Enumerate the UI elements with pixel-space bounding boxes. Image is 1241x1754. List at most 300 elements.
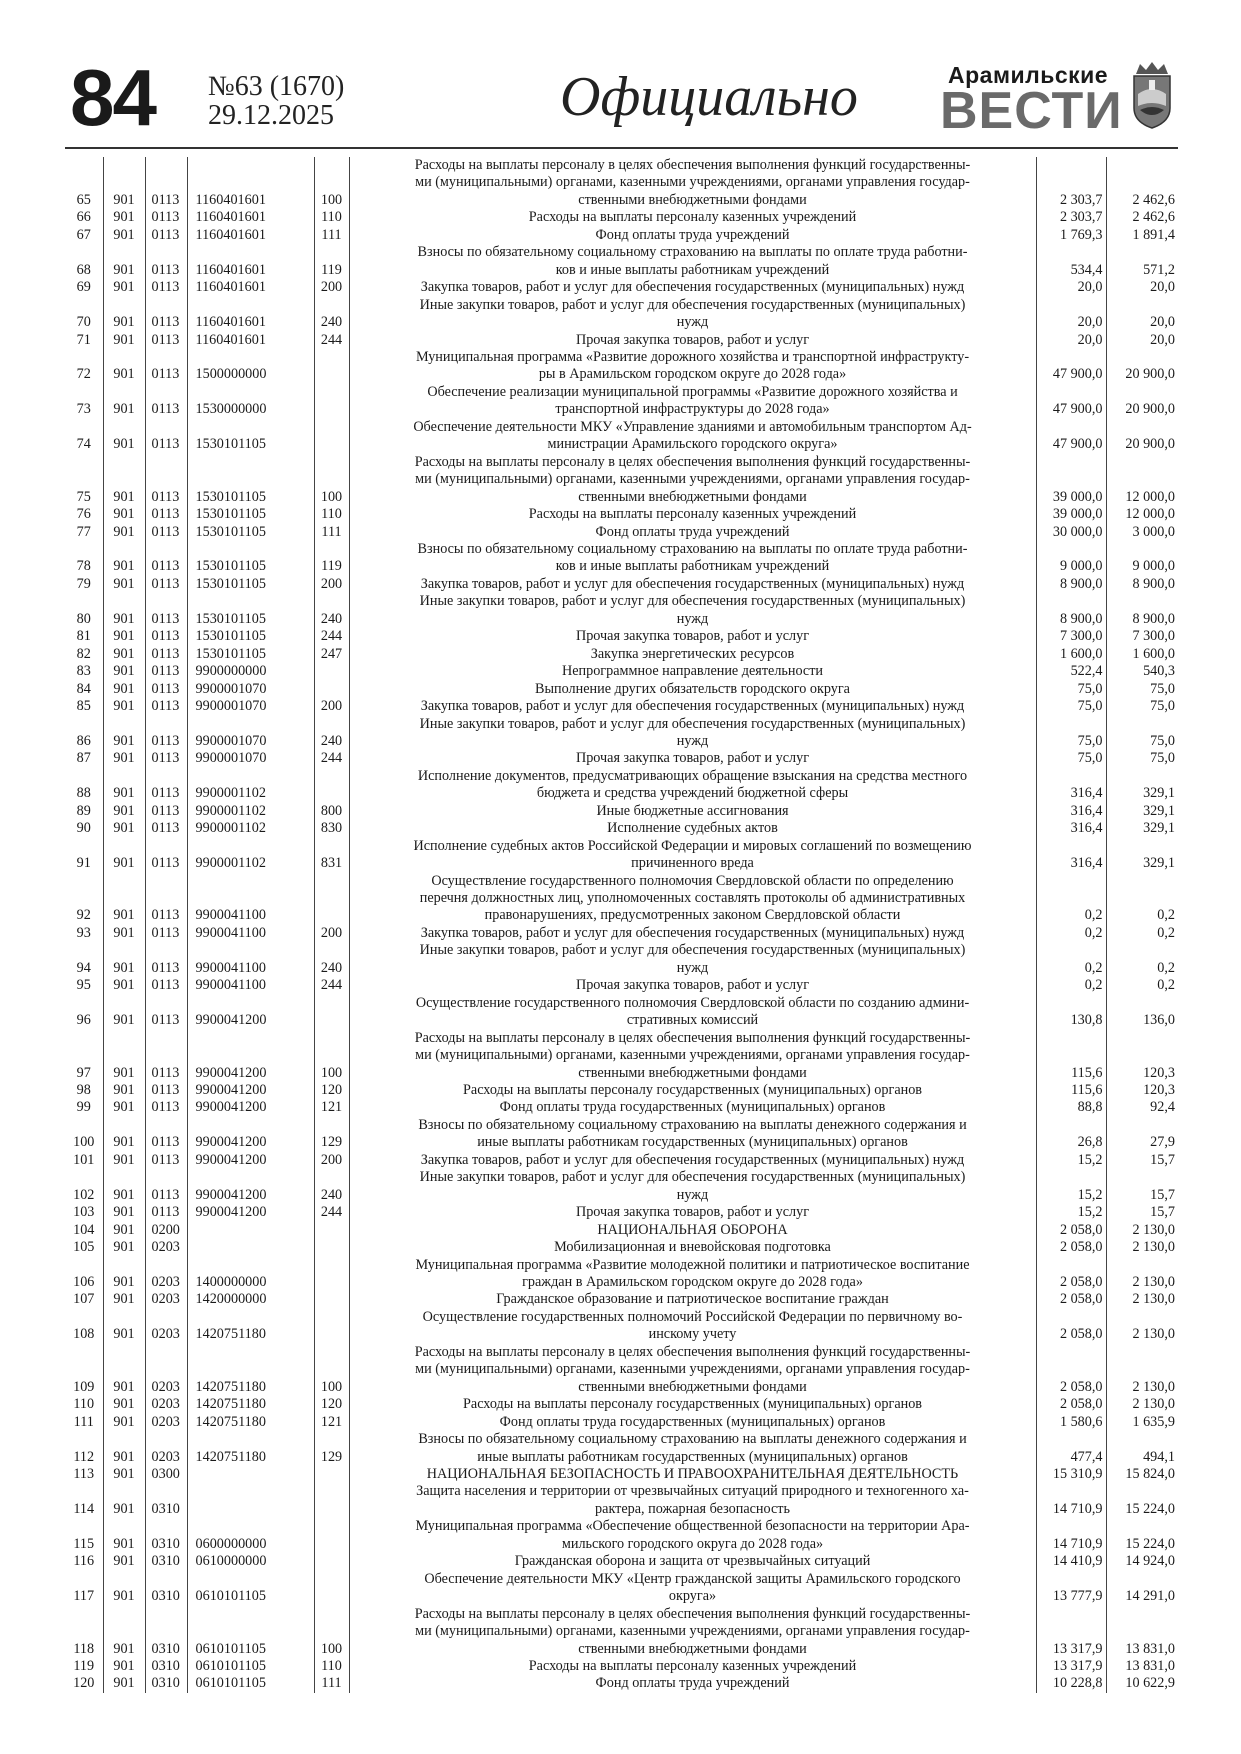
page-number: 84 [70,53,155,142]
description: иные выплаты работникам государственных (муниципальных) органов [349,1134,1036,1151]
amount-year-1 [1036,890,1106,907]
description: Непрограммное направление деятельности [349,663,1036,680]
grbs-code: 901 [103,1065,145,1082]
section-code: 0310 [145,1553,187,1570]
description: Муниципальная программа «Развитие молодежной политики и патриотическое воспитание [349,1257,1036,1274]
amount-year-2: 20 900,0 [1106,436,1178,453]
amount-year-1: 75,0 [1036,733,1106,750]
grbs-code: 901 [103,1222,145,1239]
amount-year-2: 20,0 [1106,314,1178,331]
grbs-code: 901 [103,663,145,680]
section-code: 0113 [145,907,187,924]
target-article-code [187,454,314,471]
amount-year-1: 316,4 [1036,820,1106,837]
target-article-code: 1530101105 [187,576,314,593]
amount-year-1: 477,4 [1036,1449,1106,1466]
section-code [145,174,187,191]
target-article-code [187,995,314,1012]
description: Осуществление государственного полномочия Свердловской области по определению [349,873,1036,890]
grbs-code: 901 [103,227,145,244]
grbs-code: 901 [103,1501,145,1518]
amount-year-1 [1036,384,1106,401]
section-code [145,1169,187,1186]
table-row [65,209,1178,226]
logo-top-text: Арамильские [948,62,1109,88]
amount-year-1: 2 058,0 [1036,1326,1106,1343]
target-article-code [187,297,314,314]
target-article-code: 9900000000 [187,663,314,680]
description: перечня должностных лиц, уполномоченных составлять протоколы об административных [349,890,1036,907]
amount-year-1: 8 900,0 [1036,611,1106,628]
section-code: 0113 [145,1134,187,1151]
description: ми (муниципальными) органами, казенными учреждениями, органами управления государ- [349,1047,1036,1064]
grbs-code: 901 [103,1466,145,1483]
row-number [65,1344,103,1361]
amount-year-1: 20,0 [1036,279,1106,296]
row-number [65,1483,103,1500]
grbs-code: 901 [103,785,145,802]
grbs-code: 901 [103,628,145,645]
amount-year-1: 14 710,9 [1036,1501,1106,1518]
expense-type-code: 247 [314,646,349,663]
amount-year-1 [1036,1344,1106,1361]
row-number: 95 [76,977,91,994]
amount-year-2: 15,7 [1106,1152,1178,1169]
amount-year-2: 540,3 [1106,663,1178,680]
target-article-code: 9900041200 [187,1204,314,1221]
description: Расходы на выплаты персоналу в целях обеспечения выполнения функций государственны- [349,454,1036,471]
amount-year-1: 522,4 [1036,663,1106,680]
expense-type-code [314,1012,349,1029]
description: Исполнение судебных актов [349,820,1036,837]
amount-year-2 [1106,1623,1178,1640]
section-code: 0113 [145,820,187,837]
description: транспортной инфраструктуры до 2028 года» [349,401,1036,418]
section-code [145,995,187,1012]
expense-type-code: 200 [314,279,349,296]
section-code: 0300 [145,1466,187,1483]
expense-type-code [314,907,349,924]
row-number: 72 [76,366,91,383]
amount-year-2: 0,2 [1106,977,1178,994]
row-number: 102 [73,1186,95,1203]
expense-type-code [314,1047,349,1064]
table-row [65,1082,1178,1099]
expense-type-code: 100 [314,1379,349,1396]
description: рактера, пожарная безопасность [349,1501,1036,1518]
amount-year-2: 13 831,0 [1106,1658,1178,1675]
row-number: 87 [76,750,91,767]
amount-year-2 [1106,1309,1178,1326]
amount-year-2: 15,7 [1106,1187,1178,1204]
row-number: 105 [73,1239,95,1256]
grbs-code: 901 [103,209,145,226]
expense-type-code: 240 [314,611,349,628]
description: Мобилизационная и вневойсковая подготовка [349,1239,1036,1256]
amount-year-2: 494,1 [1106,1449,1178,1466]
description: Закупка товаров, работ и услуг для обеспечения государственных (муниципальных) нужд [349,925,1036,942]
description: Закупка товаров, работ и услуг для обеспечения государственных (муниципальных) нужд [349,279,1036,296]
section-code [145,1117,187,1134]
target-article-code [187,1623,314,1640]
amount-year-2: 27,9 [1106,1134,1178,1151]
description: Осуществление государственных полномочий Российской Федерации по первичному во- [349,1309,1036,1326]
amount-year-2: 10 622,9 [1106,1675,1178,1692]
description: Защита населения и территории от чрезвычайных ситуаций природного и техногенного ха- [349,1483,1036,1500]
grbs-code [103,1571,145,1588]
amount-year-2: 329,1 [1106,803,1178,820]
expense-type-code [314,1326,349,1343]
amount-year-1 [1036,873,1106,890]
amount-year-1: 0,2 [1036,960,1106,977]
amount-year-1 [1036,454,1106,471]
grbs-code [103,244,145,261]
section-code [145,1483,187,1500]
table-row [65,1518,1178,1535]
description: Расходы на выплаты персоналу государственных (муниципальных) органов [349,1396,1036,1413]
section-code: 0113 [145,209,187,226]
amount-year-1 [1036,1606,1106,1623]
row-number [65,838,103,855]
expense-type-code: 121 [314,1414,349,1431]
amount-year-2: 2 130,0 [1106,1239,1178,1256]
table-row [65,1187,1178,1204]
table-row [65,1012,1178,1029]
amount-year-1: 14 410,9 [1036,1553,1106,1570]
target-article-code [187,541,314,558]
target-article-code: 1420751180 [187,1396,314,1413]
row-number: 85 [76,698,91,715]
section-code: 0113 [145,279,187,296]
row-number [65,297,103,314]
amount-year-1: 1 769,3 [1036,227,1106,244]
description: Выполнение других обязательств городского округа [349,681,1036,698]
target-article-code [187,942,314,959]
grbs-code: 901 [103,1641,145,1658]
expense-type-code [314,366,349,383]
target-article-code [187,873,314,890]
grbs-code: 901 [103,1204,145,1221]
grbs-code [103,716,145,733]
amount-year-1 [1036,349,1106,366]
table-row [65,681,1178,698]
amount-year-2: 120,3 [1106,1082,1178,1099]
grbs-code: 901 [103,1675,145,1692]
row-number: 110 [73,1396,95,1413]
amount-year-2 [1106,1047,1178,1064]
row-number: 96 [76,1012,91,1029]
section-code: 0113 [145,1082,187,1099]
table-row [65,1571,1178,1588]
expense-type-code [314,1571,349,1588]
amount-year-2: 2 130,0 [1106,1291,1178,1308]
amount-year-1: 20,0 [1036,332,1106,349]
target-article-code: 9900041200 [187,1152,314,1169]
target-article-code: 9900041100 [187,925,314,942]
expense-type-code [314,1117,349,1134]
row-number: 104 [73,1221,95,1238]
description: Прочая закупка товаров, работ и услуг [349,977,1036,994]
description: Закупка товаров, работ и услуг для обеспечения государственных (муниципальных) нужд [349,698,1036,715]
target-article-code [187,1047,314,1064]
grbs-code: 901 [103,279,145,296]
amount-year-2 [1106,419,1178,436]
amount-year-1: 15,2 [1036,1152,1106,1169]
table-row [65,471,1178,488]
target-article-code [187,1361,314,1378]
table-row [65,995,1178,1012]
amount-year-2 [1106,838,1178,855]
row-number: 65 [76,191,91,208]
description: НАЦИОНАЛЬНАЯ ОБОРОНА [349,1222,1036,1239]
row-number: 98 [76,1082,91,1099]
target-article-code: 1530101105 [187,646,314,663]
section-code [145,838,187,855]
description: Закупка энергетических ресурсов [349,646,1036,663]
amount-year-2: 0,2 [1106,960,1178,977]
grbs-code: 901 [103,698,145,715]
target-article-code: 9900001102 [187,785,314,802]
expense-type-code [314,1553,349,1570]
amount-year-2: 3 000,0 [1106,524,1178,541]
table-row [65,366,1178,383]
amount-year-1: 75,0 [1036,681,1106,698]
amount-year-2: 75,0 [1106,750,1178,767]
table-row [65,1379,1178,1396]
amount-year-1 [1036,716,1106,733]
expense-type-code [314,1501,349,1518]
description: Обеспечение деятельности МКУ «Управление зданиями и автомобильным транспортом Ад- [349,419,1036,436]
row-number [65,157,103,174]
table-row [65,157,1178,174]
grbs-code [103,1047,145,1064]
description: Осуществление государственного полномочия Свердловской области по созданию админи- [349,995,1036,1012]
grbs-code: 901 [103,1082,145,1099]
grbs-code: 901 [103,401,145,418]
table-row [65,1396,1178,1413]
amount-year-1: 15,2 [1036,1187,1106,1204]
grbs-code: 901 [103,1239,145,1256]
table-row [65,1309,1178,1326]
row-number [65,349,103,366]
target-article-code [187,174,314,191]
grbs-code [103,838,145,855]
table-row [65,1030,1178,1047]
amount-year-1: 316,4 [1036,803,1106,820]
section-code: 0113 [145,1187,187,1204]
description: Иные бюджетные ассигнования [349,803,1036,820]
table-row [65,1257,1178,1274]
table-row [65,716,1178,733]
section-code: 0113 [145,1012,187,1029]
amount-year-1: 8 900,0 [1036,576,1106,593]
row-number: 66 [76,209,91,226]
amount-year-1: 47 900,0 [1036,436,1106,453]
description: Расходы на выплаты персоналу в целях обеспечения выполнения функций государственны- [349,1344,1036,1361]
target-article-code: 1160401601 [187,332,314,349]
target-article-code: 1420751180 [187,1326,314,1343]
target-article-code: 1160401601 [187,262,314,279]
section-code: 0310 [145,1675,187,1692]
amount-year-1: 534,4 [1036,262,1106,279]
grbs-code: 901 [103,1658,145,1675]
table-row [65,1117,1178,1134]
section-code: 0203 [145,1239,187,1256]
target-article-code [187,349,314,366]
expense-type-code [314,1309,349,1326]
expense-type-code [314,436,349,453]
table-row [65,925,1178,942]
target-article-code: 9900041200 [187,1187,314,1204]
description: Прочая закупка товаров, работ и услуг [349,1204,1036,1221]
expense-type-code [314,890,349,907]
section-code [145,419,187,436]
coat-of-arms-icon [1130,60,1174,130]
grbs-code: 901 [103,1291,145,1308]
description: Закупка товаров, работ и услуг для обеспечения государственных (муниципальных) нужд [349,1152,1036,1169]
amount-year-1: 130,8 [1036,1012,1106,1029]
amount-year-2: 75,0 [1106,698,1178,715]
section-code: 0113 [145,925,187,942]
table-row [65,297,1178,314]
target-article-code: 9900001102 [187,855,314,872]
description: Взносы по обязательному социальному страхованию на выплаты денежного содержания и [349,1431,1036,1448]
table-row [65,1065,1178,1082]
row-number: 112 [73,1448,95,1465]
grbs-code: 901 [103,855,145,872]
description: ственными внебюджетными фондами [349,1641,1036,1658]
amount-year-1 [1036,297,1106,314]
row-number: 101 [73,1151,95,1168]
target-article-code: 1530101105 [187,506,314,523]
description: ственными внебюджетными фондами [349,1065,1036,1082]
section-code [145,1361,187,1378]
row-number [65,1309,103,1326]
expense-type-code [314,244,349,261]
amount-year-2: 20,0 [1106,332,1178,349]
amount-year-1 [1036,1169,1106,1186]
amount-year-1 [1036,1257,1106,1274]
row-number: 89 [76,802,91,819]
row-number [65,1117,103,1134]
amount-year-2: 571,2 [1106,262,1178,279]
amount-year-1: 15,2 [1036,1204,1106,1221]
target-article-code [187,1239,314,1256]
amount-year-2 [1106,454,1178,471]
expense-type-code [314,1274,349,1291]
amount-year-1 [1036,1361,1106,1378]
row-number: 77 [76,523,91,540]
section-code [145,890,187,907]
row-number [65,1623,103,1640]
table-row [65,524,1178,541]
row-number: 75 [76,488,91,505]
table-row [65,1501,1178,1518]
description: Расходы на выплаты персоналу государственных (муниципальных) органов [349,1082,1036,1099]
table-row [65,1204,1178,1221]
amount-year-2 [1106,1606,1178,1623]
grbs-code: 901 [103,1588,145,1605]
description: Закупка товаров, работ и услуг для обеспечения государственных (муниципальных) нужд [349,576,1036,593]
grbs-code [103,1518,145,1535]
amount-year-2 [1106,995,1178,1012]
target-article-code: 1420751180 [187,1449,314,1466]
expense-type-code: 129 [314,1134,349,1151]
amount-year-1: 75,0 [1036,750,1106,767]
description: стративных комиссий [349,1012,1036,1029]
target-article-code: 9900001070 [187,698,314,715]
grbs-code [103,471,145,488]
row-number [65,541,103,558]
description: Расходы на выплаты персоналу казенных учреждений [349,209,1036,226]
amount-year-2: 9 000,0 [1106,558,1178,575]
table-row [65,262,1178,279]
amount-year-2: 329,1 [1106,855,1178,872]
target-article-code [187,1344,314,1361]
table-row [65,1047,1178,1064]
target-article-code: 0610101105 [187,1658,314,1675]
amount-year-1: 47 900,0 [1036,366,1106,383]
grbs-code [103,174,145,191]
amount-year-2: 7 300,0 [1106,628,1178,645]
table-row [65,838,1178,855]
section-code: 0113 [145,227,187,244]
expense-type-code [314,401,349,418]
amount-year-2: 8 900,0 [1106,576,1178,593]
target-article-code: 9900001070 [187,750,314,767]
amount-year-2: 1 635,9 [1106,1414,1178,1431]
expense-type-code [314,681,349,698]
description: Прочая закупка товаров, работ и услуг [349,750,1036,767]
table-row [65,454,1178,471]
amount-year-2: 2 130,0 [1106,1222,1178,1239]
row-number: 109 [73,1378,95,1395]
section-code: 0203 [145,1326,187,1343]
row-number: 73 [76,401,91,418]
amount-year-1: 7 300,0 [1036,628,1106,645]
description: ми (муниципальными) органами, казенными учреждениями, органами управления государ- [349,1361,1036,1378]
description: Фонд оплаты труда учреждений [349,1675,1036,1692]
amount-year-2 [1106,768,1178,785]
description: Расходы на выплаты персоналу в целях обеспечения выполнения функций государственны- [349,157,1036,174]
description: ков и иные выплаты работникам учреждений [349,262,1036,279]
table-row [65,855,1178,872]
target-article-code: 1530101105 [187,558,314,575]
target-article-code: 1530101105 [187,489,314,506]
target-article-code [187,1431,314,1448]
grbs-code: 901 [103,1187,145,1204]
grbs-code [103,942,145,959]
table-row [65,1431,1178,1448]
amount-year-2: 14 291,0 [1106,1588,1178,1605]
amount-year-1: 2 058,0 [1036,1239,1106,1256]
section-code: 0113 [145,1065,187,1082]
table-row [65,1536,1178,1553]
amount-year-1: 39 000,0 [1036,506,1106,523]
amount-year-2: 0,2 [1106,925,1178,942]
section-code [145,297,187,314]
description: ственными внебюджетными фондами [349,1379,1036,1396]
grbs-code: 901 [103,1536,145,1553]
row-number: 82 [76,645,91,662]
amount-year-2 [1106,384,1178,401]
expense-type-code: 244 [314,977,349,994]
table-row [65,1483,1178,1500]
expense-type-code: 800 [314,803,349,820]
description: нужд [349,960,1036,977]
description: Расходы на выплаты персоналу казенных учреждений [349,1658,1036,1675]
table-row [65,1326,1178,1343]
